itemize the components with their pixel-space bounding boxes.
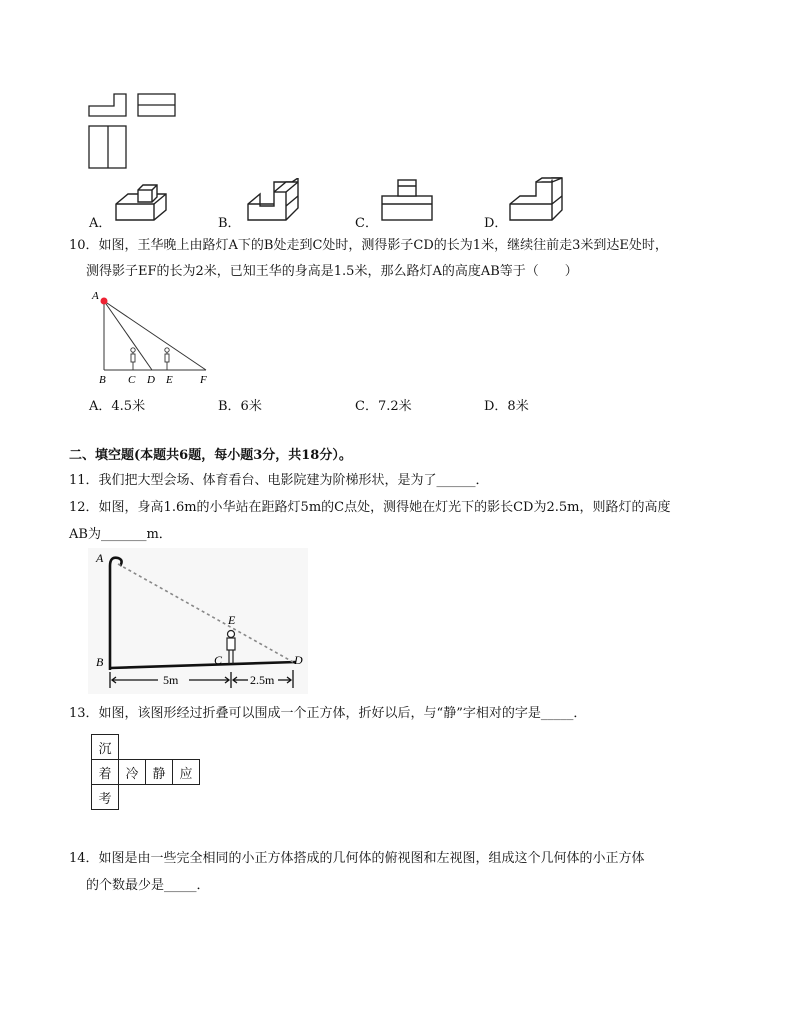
q13-text: 13．如图，该图形经过折叠可以围成一个正方体，折好以后，与“静”字相对的字是_____． (69, 706, 587, 721)
q9-option-b-label[interactable]: B． (218, 216, 241, 231)
q10-label-e: E (166, 374, 173, 386)
q12-text-line2: AB为_______m． (69, 527, 172, 542)
q9-option-c-label[interactable]: C． (355, 216, 378, 231)
net-cell-top: 沉 (92, 735, 119, 760)
net-cell-bottom: 考 (92, 785, 119, 810)
q10-label-c: C (128, 374, 136, 386)
q10-option-b[interactable]: B．6米 (218, 399, 262, 414)
q10-text-line2: 测得影子EF的长为2米，已知王华的身高是1.5米，那么路灯A的高度AB等于（ ） (86, 264, 578, 279)
q10-label-d: D (147, 374, 155, 386)
q12-label-2-5m: 2.5m (250, 673, 275, 687)
q10-option-d[interactable]: D．8米 (484, 399, 529, 414)
q14-text-line1: 14．如图是由一些完全相同的小正方体搭成的几何体的俯视图和左视图，组成这个几何体的小正方体 (69, 851, 645, 866)
q9-option-a-label[interactable]: A． (89, 216, 112, 231)
q12-label-b: B (96, 655, 104, 669)
cube-net (91, 734, 200, 810)
q10-lamp-figure (88, 288, 214, 388)
net-cell-3: 静 (146, 760, 173, 785)
q12-lamp-figure (88, 548, 308, 694)
q10-label-a: A (92, 290, 99, 302)
three-view-figure (86, 92, 182, 172)
q10-text-line1: 10．如图，王华晚上由路灯A下的B处走到C处时，测得影子CD的长为1米，继续往前走3米到达E处时， (69, 238, 668, 253)
q11-text: 11．我们把大型会场、体育看台、电影院建为阶梯形状，是为了______． (69, 473, 489, 488)
q9-option-a-solid[interactable] (112, 176, 172, 222)
q12-label-e: E (228, 613, 236, 627)
q12-label-c: C (214, 653, 223, 667)
lamp-dot-icon (101, 298, 108, 305)
q9-option-d-solid[interactable] (506, 176, 570, 224)
net-cell-4: 应 (173, 760, 200, 785)
section-title: 二、填空题(本题共6题，每小题3分，共18分）。 (69, 448, 352, 463)
q10-option-a[interactable]: A．4.5米 (89, 399, 146, 414)
q12-label-5m: 5m (163, 673, 179, 687)
q12-text-line1: 12．如图，身高1.6m的小华站在距路灯5m的C点处，测得她在灯光下的影长CD为2.5m，则路灯的高度 (69, 500, 671, 515)
q9-option-c-solid[interactable] (378, 176, 438, 222)
q10-label-b: B (99, 374, 106, 386)
q10-label-f: F (200, 374, 207, 386)
q12-label-a: A (96, 551, 104, 565)
q12-label-d: D (294, 653, 303, 667)
net-cell-2: 冷 (119, 760, 146, 785)
q14-text-line2: 的个数最少是_____． (86, 878, 210, 893)
q9-option-b-solid[interactable] (244, 178, 304, 224)
q10-option-c[interactable]: C．7.2米 (355, 399, 412, 414)
q9-option-d-label[interactable]: D． (484, 216, 508, 231)
net-cell-1: 着 (92, 760, 119, 785)
